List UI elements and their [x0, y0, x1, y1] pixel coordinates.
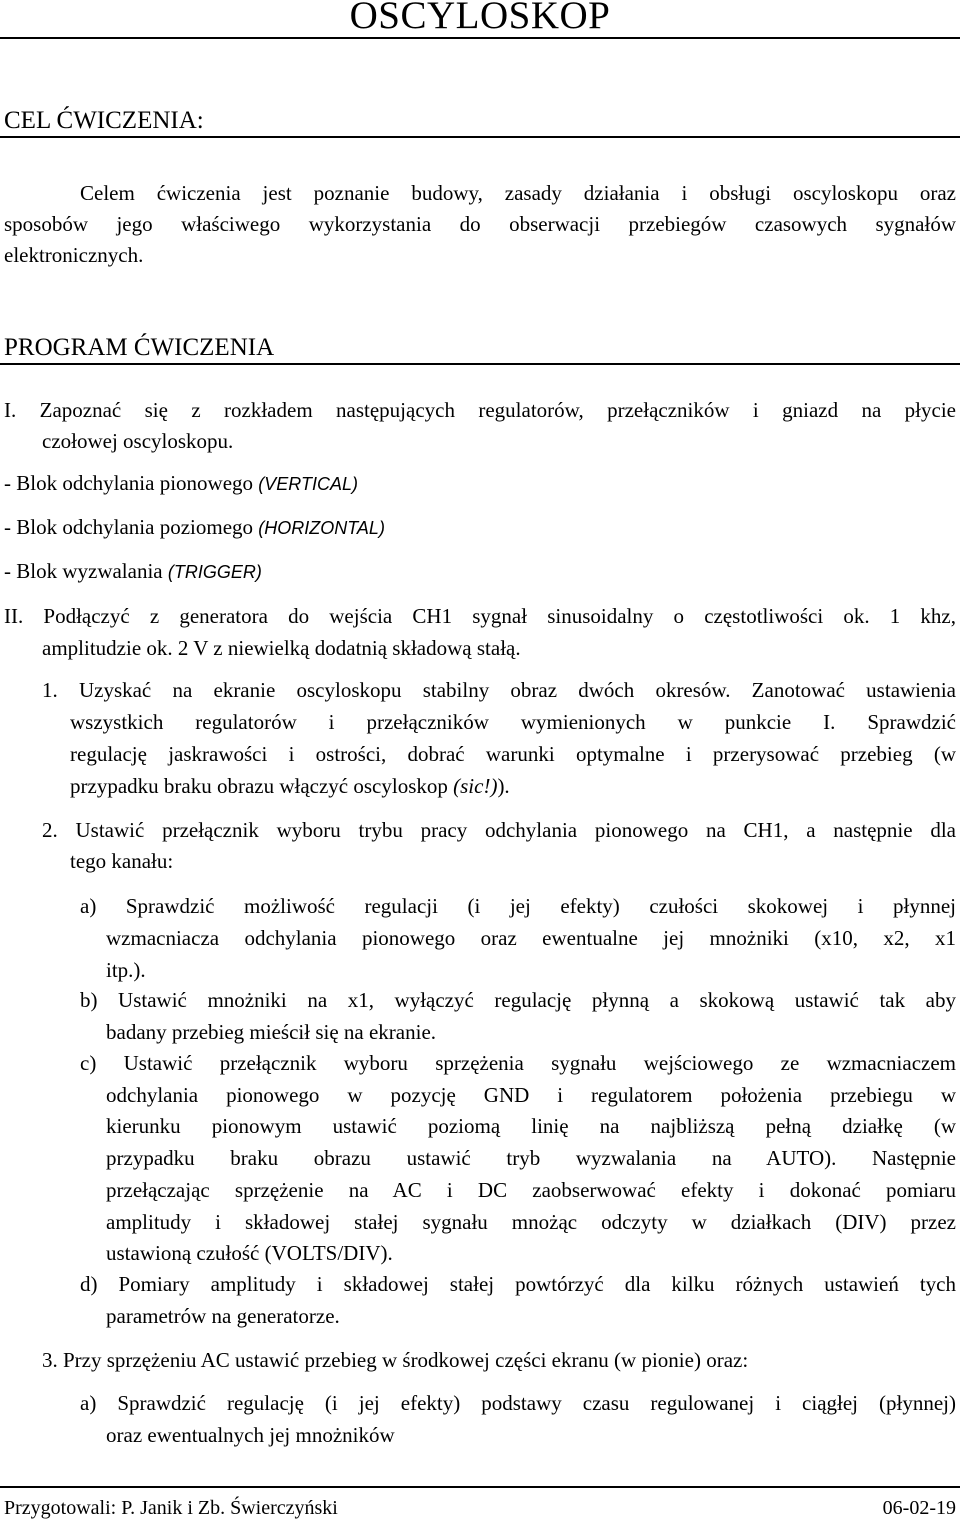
point-2c-line-2: odchylania pionowego w pozycję GND i regulatorem położenia przebiegu w	[106, 1083, 956, 1107]
point-2c-line-7: ustawioną czułość (VOLTS/DIV).	[106, 1241, 393, 1265]
section-rule-program	[0, 363, 960, 365]
point-1-line-3: regulację jaskrawości i ostrości, dobrać warunki optymalne i przerysować przebieg (w	[70, 742, 956, 766]
page-title: OSCYLOSKOP	[349, 0, 611, 37]
section-heading-cel: CEL ĆWICZENIA:	[4, 107, 204, 134]
point-3-line-1: 3. Przy sprzężeniu AC ustawić przebieg w środkowej części ekranu (w pionie) oraz:	[42, 1348, 749, 1372]
block-trigger-text: - Blok wyzwalania	[4, 559, 168, 583]
item-i-line-1: I. Zapoznać się z rozkładem następujących regulatorów, przełączników i gniazd na płycie	[4, 398, 956, 422]
cel-line-1: Celem ćwiczenia jest poznanie budowy, zasady działania i obsługi oscyloskopu oraz	[80, 181, 956, 205]
block-horizontal-tag: (HORIZONTAL)	[258, 518, 385, 538]
point-3a-line-1: a) Sprawdzić regulację (i jej efekty) podstawy czasu regulowanej i ciągłej (płynnej)	[80, 1391, 956, 1415]
item-ii-line-1: II. Podłączyć z generatora do wejścia CH1 sygnał sinusoidalny o częstotliwości ok. 1 khz,	[4, 604, 956, 628]
title-rule	[0, 37, 960, 39]
point-2c-line-4: przypadku braku obrazu ustawić tryb wyzwalania na AUTO). Następnie	[106, 1146, 956, 1170]
block-trigger	[4, 558, 262, 585]
block-trigger-tag: (TRIGGER)	[167, 562, 262, 582]
point-2-line-2: tego kanału:	[70, 849, 174, 873]
section-heading-program: PROGRAM ĆWICZENIA	[4, 334, 275, 361]
point-2c-line-1: c) Ustawić przełącznik wyboru sprzężenia sygnału wejściowego ze wzmacniaczem	[80, 1051, 956, 1075]
point-2a-line-3: itp.).	[106, 958, 146, 982]
point-1-line-4	[70, 773, 510, 799]
point-1-line-1: 1. Uzyskać na ekranie oscyloskopu stabilny obraz dwóch okresów. Zanotować ustawienia	[42, 678, 956, 702]
point-1-line-4-text: przypadku braku obrazu włączyć oscyloskop	[70, 774, 454, 798]
footer-author: Przygotowali: P. Janik i Zb. Świerczyński	[4, 1497, 338, 1519]
block-horizontal-text: - Blok odchylania poziomego	[4, 515, 259, 539]
block-vertical-tag: (VERTICAL)	[258, 474, 358, 494]
point-2a-line-1: a) Sprawdzić możliwość regulacji (i jej efekty) czułości skokowej i płynnej	[80, 894, 956, 918]
item-ii-line-2: amplitudzie ok. 2 V z niewielką dodatnią składową stałą.	[42, 636, 521, 660]
cel-line-3: elektronicznych.	[4, 243, 144, 267]
block-vertical	[4, 470, 358, 497]
sic-note: (sic!)	[453, 774, 498, 798]
section-rule-cel	[0, 136, 960, 138]
point-2c-line-5: przełączając sprzężenie na AC i DC zaobserwować efekty i dokonać pomiaru	[106, 1178, 956, 1202]
cel-line-2: sposobów jego właściwego wykorzystania do obserwacji przebiegów czasowych sygnałów	[4, 212, 956, 236]
block-vertical-text: - Blok odchylania pionowego	[4, 471, 259, 495]
point-2-line-1: 2. Ustawić przełącznik wyboru trybu pracy odchylania pionowego na CH1, a następnie dla	[42, 818, 956, 842]
point-2b-line-1: b) Ustawić mnożniki na x1, wyłączyć regulację płynną a skokową ustawić tak aby	[80, 988, 956, 1012]
block-horizontal	[4, 514, 385, 541]
point-1-line-2: wszystkich regulatorów i przełączników wymienionych w punkcie I. Sprawdzić	[70, 710, 956, 734]
point-2d-line-2: parametrów na generatorze.	[106, 1304, 340, 1328]
point-1-line-4-end: ).	[497, 774, 510, 798]
footer-date: 06-02-19	[882, 1497, 956, 1519]
footer-rule	[0, 1486, 960, 1488]
point-2a-line-2: wzmacniacza odchylania pionowego oraz ewentualne jej mnożniki (x10, x2, x1	[106, 926, 956, 950]
point-3a-line-2: oraz ewentualnych jej mnożników	[106, 1423, 395, 1447]
item-i-line-2: czołowej oscyloskopu.	[42, 429, 234, 453]
point-2c-line-6: amplitudy i składowej stałej sygnału mnożąc odczyty w działkach (DIV) przez	[106, 1210, 956, 1234]
point-2b-line-2: badany przebieg mieścił się na ekranie.	[106, 1020, 437, 1044]
point-2d-line-1: d) Pomiary amplitudy i składowej stałej powtórzyć dla kilku różnych ustawień tych	[80, 1272, 956, 1296]
point-2c-line-3: kierunku pionowym ustawić poziomą linię na najbliższą pełną działkę (w	[106, 1114, 956, 1138]
